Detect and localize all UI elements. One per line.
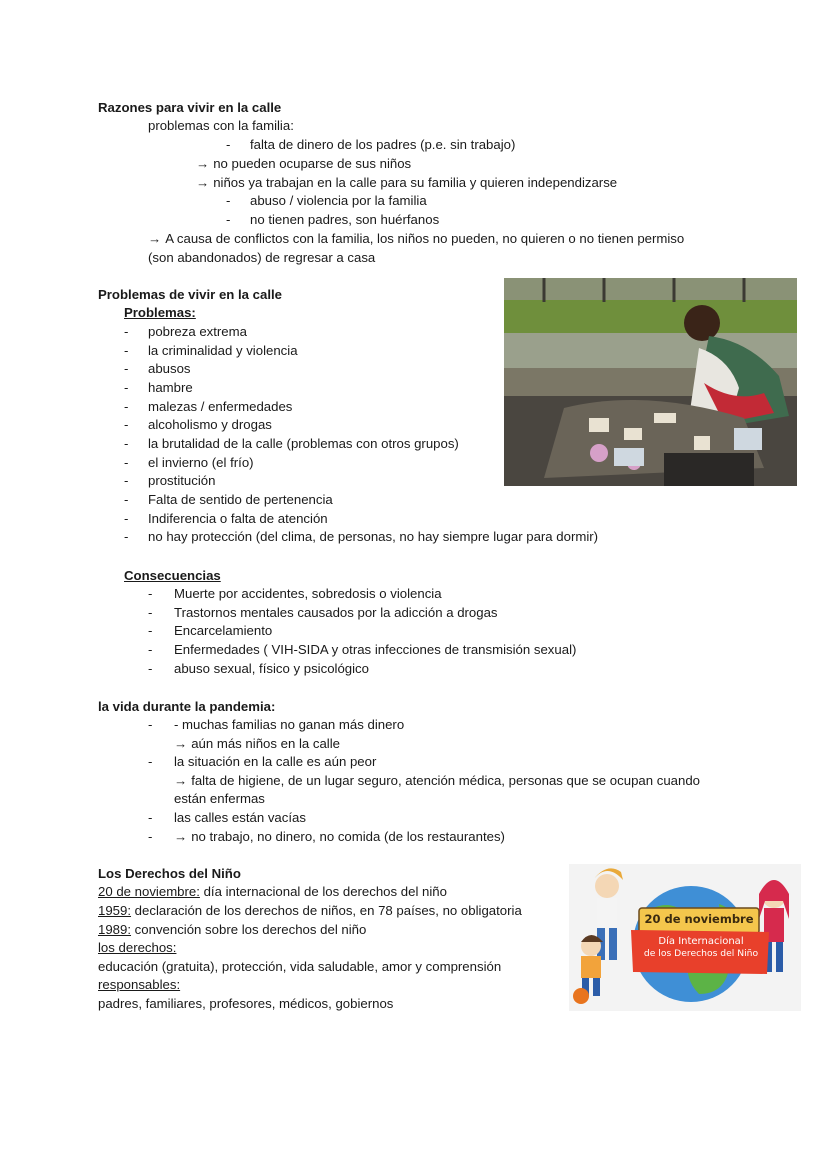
- section-title-problemas: Problemas de vivir en la calle: [98, 287, 282, 302]
- dash-marker: -: [124, 529, 129, 545]
- arrow-icon: →: [196, 156, 210, 171]
- pandemic-item-3: las calles están vacías: [174, 810, 306, 825]
- rights-responsables-text: padres, familiares, profesores, médicos, gobiernos: [98, 996, 394, 1011]
- dash-marker: -: [124, 342, 129, 358]
- dash-marker: -: [148, 623, 153, 639]
- rights-derechos-text: educación (gratuita), protección, vida saludable, amor y comprensión: [98, 959, 502, 974]
- dash-marker: -: [124, 417, 129, 433]
- dash-marker: -: [124, 361, 129, 377]
- arrow-icon: →: [174, 773, 188, 788]
- dash-marker: -: [124, 510, 129, 526]
- consequence-item: Enfermedades ( VIH-SIDA y otras infecciones de transmisión sexual): [174, 642, 577, 658]
- pandemic-arrow-1: → aún más niños en la calle: [174, 736, 341, 751]
- rights-row-3: 1989: convención sobre los derechos del niño: [98, 922, 367, 937]
- consequence-item: abuso sexual, físico y psicológico: [174, 660, 369, 676]
- problem-item: abusos: [148, 361, 191, 377]
- conclusion-line-2: (son abandonados) de regresar a casa: [148, 250, 376, 265]
- section-title-razones: Razones para vivir en la calle: [98, 100, 282, 115]
- pandemic-arrow-4: → no trabajo, no dinero, no comida (de los restaurantes): [174, 829, 505, 844]
- consequence-item: Muerte por accidentes, sobredosis o violencia: [174, 586, 442, 601]
- problem-item: el invierno (el frío): [148, 454, 254, 470]
- dash-marker: -: [148, 642, 153, 658]
- dash-marker: -: [148, 604, 153, 620]
- arrow-icon: →: [174, 736, 188, 751]
- intro-problemas-familia: problemas con la familia:: [148, 118, 294, 133]
- rights-label-derechos: los derechos:: [98, 940, 177, 955]
- subtitle-consecuencias: Consecuencias: [124, 568, 221, 583]
- dash-marker: -: [148, 586, 153, 601]
- rights-label-responsables: responsables:: [98, 977, 181, 992]
- arrow-icon: →: [174, 829, 188, 844]
- problem-item: prostitución: [148, 473, 216, 489]
- pandemic-arrow-2-cont: están enfermas: [174, 791, 265, 806]
- dash-marker: -: [124, 473, 129, 489]
- reason-item-3: no tienen padres, son huérfanos: [250, 212, 440, 227]
- problem-item: no hay protección (del clima, de personas, no hay siempre lugar para dormir): [148, 529, 599, 545]
- rights-row-2: 1959: declaración de los derechos de niños, en 78 países, no obligatoria: [98, 903, 522, 918]
- poster-date: 20 de noviembre: [644, 912, 754, 926]
- consequence-item: Encarcelamiento: [174, 623, 273, 639]
- section-title-derechos: Los Derechos del Niño: [98, 866, 241, 881]
- dash-marker: -: [124, 324, 129, 339]
- dash-marker: -: [148, 717, 153, 732]
- dash-marker: -: [124, 454, 129, 470]
- dash-marker: -: [226, 193, 231, 208]
- dash-marker: -: [124, 491, 129, 507]
- childrens-rights-day-poster: [569, 864, 801, 1011]
- dash-marker: -: [124, 435, 129, 451]
- dash-marker: -: [148, 810, 153, 825]
- dash-marker: -: [148, 829, 153, 844]
- reason-item-1: falta de dinero de los padres (p.e. sin trabajo): [250, 137, 516, 152]
- dash-marker: -: [148, 754, 153, 769]
- arrow-icon: →: [196, 175, 210, 190]
- street-child-photo: [504, 278, 797, 486]
- problem-item: hambre: [148, 379, 193, 395]
- conclusion-line-1: → A causa de conflictos con la familia, los niños no pueden, no quieren o no tienen permiso: [148, 231, 685, 246]
- reason-item-2: abuso / violencia por la familia: [250, 193, 427, 208]
- problem-item: malezas / enfermedades: [148, 398, 293, 414]
- dash-marker: -: [124, 398, 129, 414]
- problem-item: Falta de sentido de pertenencia: [148, 491, 333, 507]
- consequence-item: Trastornos mentales causados por la adicción a drogas: [174, 604, 498, 620]
- pandemic-arrow-2: → falta de higiene, de un lugar seguro, atención médica, personas que se ocupan cuando: [174, 773, 701, 788]
- poster-line-1: Día Internacional: [658, 936, 744, 947]
- section-title-pandemia: la vida durante la pandemia:: [98, 699, 276, 714]
- problem-item: alcoholismo y drogas: [148, 417, 272, 433]
- dash-marker: -: [226, 212, 231, 227]
- poster-line-2: de los Derechos del Niño: [643, 948, 759, 959]
- problem-item: pobreza extrema: [148, 324, 247, 339]
- dash-marker: -: [226, 137, 231, 152]
- reason-arrow-1: → no pueden ocuparse de sus niños: [196, 156, 412, 171]
- reason-arrow-2: → niños ya trabajan en la calle para su familia y quieren independizarse: [196, 175, 618, 190]
- subtitle-problemas: Problemas:: [124, 305, 196, 320]
- problem-item: Indiferencia o falta de atención: [148, 510, 328, 526]
- dash-marker: -: [124, 379, 129, 395]
- problem-item: la criminalidad y violencia: [148, 342, 298, 358]
- rights-row-1: 20 de noviembre: día internacional de los derechos del niño: [98, 884, 447, 899]
- dash-marker: -: [148, 660, 153, 676]
- arrow-icon: →: [148, 231, 162, 246]
- problem-item: la brutalidad de la calle (problemas con otros grupos): [148, 435, 459, 451]
- pandemic-item-2: la situación en la calle es aún peor: [174, 754, 377, 769]
- pandemic-item-1: - muchas familias no ganan más dinero: [174, 717, 405, 732]
